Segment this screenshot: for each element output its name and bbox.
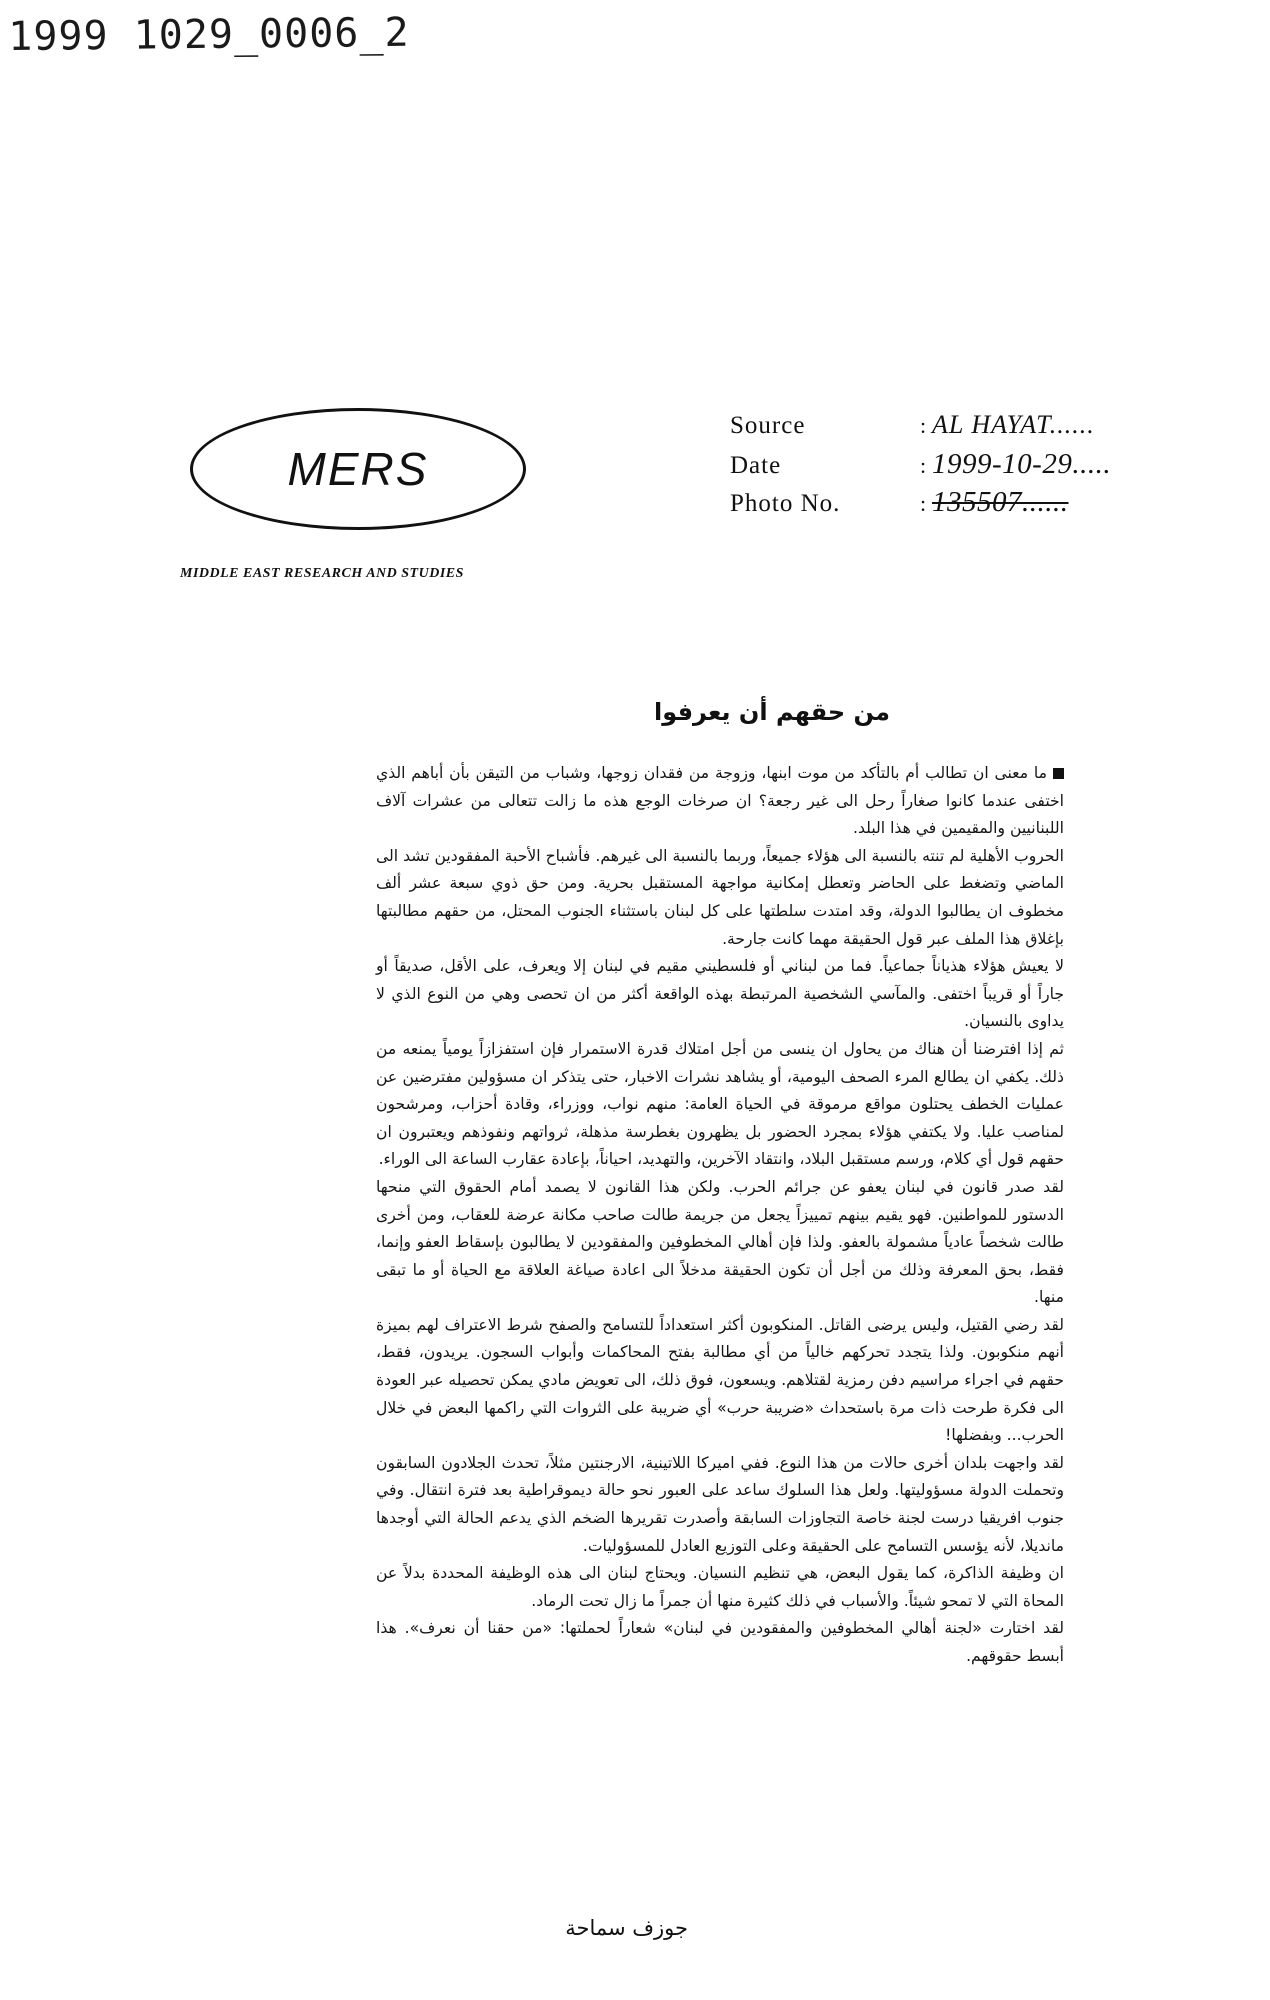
article-paragraph: الحروب الأهلية لم تنته بالنسبة الى هؤلاء جميعاً، وربما بالنسبة الى غيرهم. فأشباح الأحبة المفقودين تشد الى الماضي وتضغط على الحاضر وتعطل إمكانية مواجهة المستقبل بحرية. ومن حق ذوي سبعة عشر ألف مخطوف ان يطالبوا الدولة، وقد امتدت سلطتها على كل لبنان باستثناء الجنوب المحتل، من حقهم مطالبتها بإغلاق هذا الملف عبر قول الحقيقة مهما كانت جارحة. [376, 846, 1064, 948]
photo-separator: : [920, 491, 927, 516]
article-paragraph: ان وظيفة الذاكرة، كما يقول البعض، هي تنظيم النسيان. ويحتاج لبنان الى هذه الوظيفة المحددة بدلاً عن المحاة التي لا تمحو شيئاً. والأسباب في ذلك كثيرة منها أن جمراً ما زال تحت الرماد. [376, 1564, 1064, 1610]
document-metadata [730, 410, 1200, 524]
article-paragraph: لقد واجهت بلدان أخرى حالات من هذا النوع. ففي اميركا اللاتينية، الارجنتين مثلاً، تحدث الجلادون السابقون وتحملت الدولة مسؤوليتها. ولعل هذا السلوك ساعد على العبور نحو حالة ديموقراطية بعد فترة انتقال. وفي جنوب افريقيا درست لجنة خاصة التجاوزات السابقة وأصدرت تقريرها الضخم الذي يدعم الحالة التي أوجدها مانديلا، لأنه يؤسس التسامح على الحقيقة وعلى التوزيع العادل للمسؤوليات. [376, 1453, 1064, 1555]
article-paragraph: لا يعيش هؤلاء هذياناً جماعياً. فما من لبناني أو فلسطيني مقيم في لبنان إلا ويعرف، على الأقل، صديقاً أو جاراً أو قريباً اختفى. والمآسي الشخصية المرتبطة بهذه الواقعة أكثر من ان تحصى وهي من النوع الذي لا يداوى بالنسيان. [376, 957, 1064, 1031]
date-value: 1999-10-29..... [932, 448, 1112, 480]
paragraph-text: ما معنى ان تطالب أم بالتأكد من موت ابنها، وزوجة من فقدان زوجها، وشباب من التيقن بأن أباهم الذي اختفى عندما كانوا صغاراً رحل الى غير رجعة؟ ان صرخات الوجع هذه ما زالت تتعالى من عشرات آلاف اللبنانيين والمقيمين في هذا البلد. [376, 764, 1064, 838]
date-label: Date [730, 452, 782, 479]
source-label: Source [730, 412, 806, 439]
source-separator: : [920, 413, 927, 438]
article-paragraph: ثم إذا افترضنا أن هناك من يحاول ان ينسى من أجل امتلاك قدرة الاستمرار فإن استفزازاً يومياً يمنعه من ذلك. يكفي ان يطالع المرء الصحف اليومية، أو يشاهد نشرات الاخبار، حتى يتذكر ان مسؤولين مفترضين عن عمليات الخطف يحتلون مواقع مرموقة في الحياة العامة: منهم نواب، ووزراء، وقادة أحزاب، ومرشحون لمناصب عليا. ولا يكتفي هؤلاء بمجرد الحضور بل يظهرون بغطرسة مذهلة، ثرواتهم ونفوذهم ويعتبرون ان حقهم قول أي كلام، ورسم مستقبل البلاد، وانتقاد الآخرين، والتهديد، احياناً، بإعادة عقارب الساعة الى الوراء. [376, 1039, 1064, 1169]
date-separator: : [920, 453, 927, 478]
source-row [730, 410, 1200, 448]
author-signature: جوزف سماحة [565, 1916, 688, 1940]
article-paragraph: لقد اختارت «لجنة أهالي المخطوفين والمفقودين في لبنان» شعاراً لحملتها: «من حقنا أن نعرف». هذا أبسط حقوقهم. [376, 1619, 1064, 1665]
article-paragraph: لقد صدر قانون في لبنان يعفو عن جرائم الحرب. ولكن هذا القانون لا يصمد أمام الحقوق التي منحها الدستور للمواطنين. فهو يقيم بينهم تمييزاً يجعل من جريمة طالت صاحب مكانة عرضة للعقاب، ومن أخرى طالت شخصاً عادياً مشمولة بالعفو. ولذا فإن أهالي المخطوفين والمفقودين لا يطالبون بإسقاط العفو وإنما، فقط، بحق المعرفة وذلك من أجل أن تكون الحقيقة مدخلاً الى اعادة صياغة العلاقة مع الحياة أو ما تبقى منها. [376, 1177, 1064, 1307]
article-title: من حقهم أن يعرفوا [654, 698, 890, 726]
photo-number-value: 135507...... [932, 486, 1069, 518]
bullet-square-icon [1053, 768, 1064, 779]
article-paragraph [376, 760, 1064, 843]
archive-reference-number: 1999 1029_0006_2 [8, 9, 410, 60]
photo-row [730, 486, 1200, 524]
article-paragraph: لقد رضي القتيل، وليس يرضى القاتل. المنكوبون أكثر استعداداً للتسامح والصفح شرط الاعتراف لهم بميزة أنهم منكوبون. ولذا يتجدد تحركهم خالياً من أي مطالبة بفتح المحاكمات وأبواب السجون. يريدون، فقط، حقهم في اجراء مراسيم دفن رمزية لقتلاهم. ويسعون، فوق ذلك، الى تعويض مادي يمكن تحصيله عبر العودة الى فكرة طرحت ذات مرة باستحداث «ضريبة حرب» أي ضريبة على الثروات التي راكمها البعض في خلال الحرب... وبفضلها! [376, 1315, 1064, 1445]
date-row [730, 448, 1200, 486]
source-value: AL HAYAT...... [932, 410, 1095, 439]
organization-name: MIDDLE EAST RESEARCH AND STUDIES [180, 566, 464, 581]
article-body [376, 760, 1064, 1671]
photo-label: Photo No. [730, 490, 841, 517]
mers-logo [190, 408, 526, 530]
logo-text: MERS [287, 443, 429, 495]
